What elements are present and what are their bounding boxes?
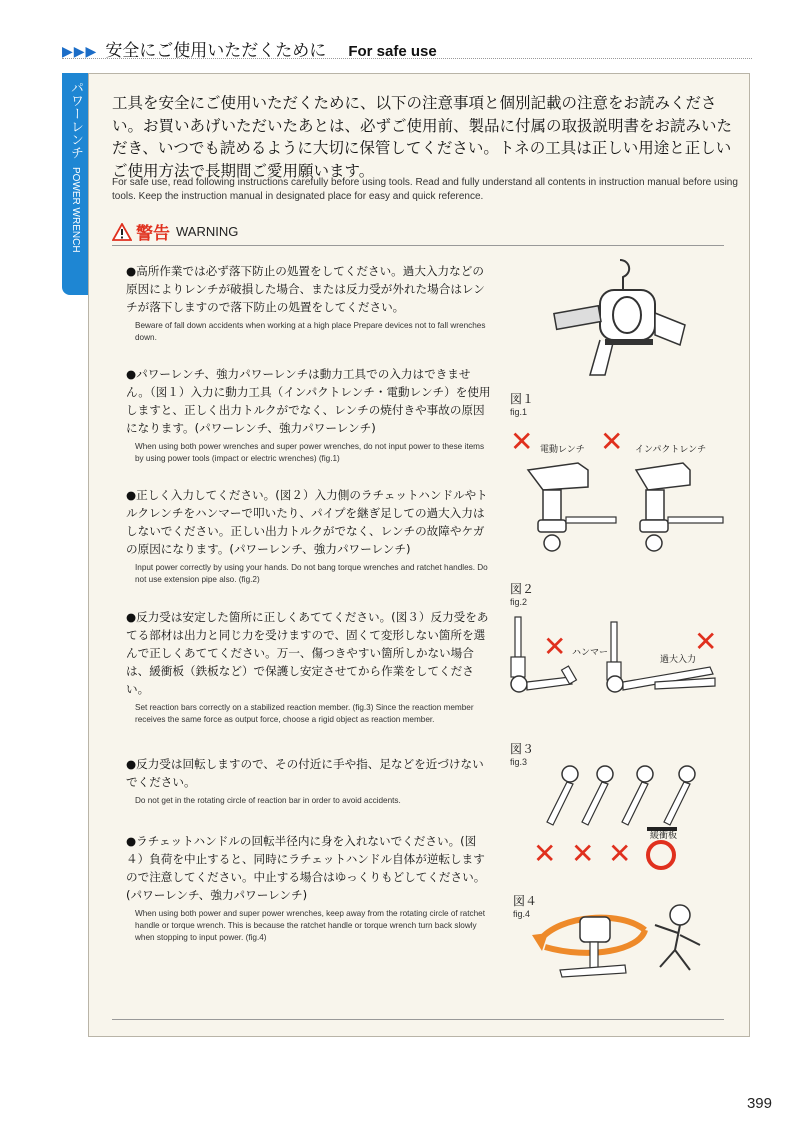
intro-text-jp: 工具を安全にご使用いただくために、以下の注意事項と個別記載の注意をお読みください。お買いあげいただいたあとは、必ずご使用前、製品に付属の取扱説明書をお読みいただき、いつでも読めるように大切に保管してください。トネの工具は正しい用途と正しいご使用方法で長期間ご愛用願います。 — [112, 94, 733, 180]
side-tab-power-wrench[interactable] — [62, 73, 88, 295]
fig3-label-jp: 図３ — [510, 742, 535, 756]
item-text-jp: ●反力受は回転しますので、その付近に手や指、足などを近づけないでください。 — [126, 757, 484, 789]
fig2-hammer-label: ハンマー — [572, 648, 609, 658]
item-text-en: When using both power and super power wrenches, keep away from the rotating circle of ratchet handle or torque wrench. This is because the ratchet handle or torque wrench turn back slowly when stopping to input power. (fig.4) — [135, 909, 485, 942]
item-text-en: When using both power wrenches and super power wrenches, do not input power to these items by using power tools (impact or electric wrenches) (fig.1) — [135, 442, 485, 463]
item-text-jp: ●ラチェットハンドルの回転半径内に身を入れないでください。(図４）負荷を中止すると、同時にラチェットハンドル自体が逆転しますので注意してください。中止する場合はゆっくりもどしてください。(パワーレンチ、強力パワーレンチ) — [126, 834, 486, 902]
item-text-en: Do not get in the rotating circle of reaction bar in order to avoid accidents. — [135, 796, 401, 805]
warning-item-ratchet-radius — [126, 832, 492, 944]
fig1-impact-wrench-label: インパクトレンチ — [635, 445, 707, 455]
fig3-label-en: fig.3 — [510, 757, 528, 767]
fig1-label-en: fig.1 — [510, 407, 528, 417]
fig4-rotation-illustration — [530, 895, 730, 985]
warning-item-reaction-bar — [126, 608, 492, 726]
side-tab-label-en: POWER WRENCH — [70, 167, 81, 253]
warning-divider — [112, 245, 724, 246]
warning-item-input — [126, 486, 492, 586]
warning-item-fall — [126, 262, 492, 344]
prohibited-x-icon: ✕ — [694, 625, 718, 658]
fig1-power-tools-illustration — [518, 455, 733, 555]
intro-text-en: For safe use, read following instructions carefully before using tools. Read and fully understand all contents in instruction manual before using tools. Keep the instruction manual in designated place for easy and quick reference. — [112, 177, 738, 202]
item-text-en: Set reaction bars correctly on a stabilized reaction member. (fig.3) Since the reaction member receives the same force as output force, choose a rigid object as reaction member. — [135, 703, 474, 724]
section-header — [62, 36, 437, 61]
header-title-en: For safe use — [348, 43, 437, 60]
fig1-electric-wrench-label: 電動レンチ — [540, 445, 585, 455]
item-text-jp: ●反力受は安定した箇所に正しくあててください。(図３）反力受をあてる部材は出力と同じ力を受けますので、固くて変形しない箇所を選んで正しくあててください。万一、傷つきやすい箇所しかない場合は、緩衝板（鉄板など）で保護し安定させてから作業をしてください。 — [126, 610, 489, 696]
fig2-overload-label: 過大入力 — [660, 655, 697, 665]
prohibited-x-icon: ✕ — [608, 837, 632, 870]
hanging-wrench-illustration — [545, 255, 705, 385]
warning-heading — [112, 219, 238, 244]
correct-circle-icon — [646, 840, 676, 870]
header-divider — [62, 58, 752, 59]
header-title-jp: 安全にご使用いただくために — [105, 41, 327, 61]
page-number: 399 — [746, 1095, 772, 1112]
item-text-en: Beware of fall down accidents when working at a high place Prepare devices not to fall wrenches down. — [135, 321, 486, 342]
fig2-label-jp: 図２ — [510, 582, 535, 596]
fig4-label-en: fig.4 — [513, 909, 531, 919]
item-text-en: Input power correctly by using your hands. Do not bang torque wrenches and ratchet handles. Do not use extension pipe also. (fig.2) — [135, 563, 488, 584]
warning-item-power-tools — [126, 365, 492, 465]
prohibited-x-icon: ✕ — [600, 425, 624, 458]
header-arrows-icon: ▶▶▶ — [62, 44, 98, 60]
warning-item-rotation — [126, 755, 492, 807]
prohibited-x-icon: ✕ — [510, 425, 534, 458]
prohibited-x-icon: ✕ — [533, 837, 557, 870]
prohibited-x-icon: ✕ — [543, 630, 567, 663]
item-text-jp: ●正しく入力してください。(図２）入力側のラチェットハンドルやトルクレンチをハンマーで叩いたり、パイプを継ぎ足しての過大入力はしないでください。正しい出力トルクがでなく、レンチの故障やケガの原因になります。(パワーレンチ、強力パワーレンチ) — [126, 488, 488, 556]
fig3-buffer-plate-label: 緩衝板 — [650, 831, 678, 841]
fig3-reaction-bar-illustration — [525, 762, 725, 837]
fig4-label-jp: 図４ — [513, 894, 538, 908]
bottom-divider — [112, 1019, 724, 1020]
warning-label-jp: 警告 — [136, 224, 170, 244]
item-text-jp: ●パワーレンチ、強力パワーレンチは動力工具での入力はできません。（図１）入力に動力工具（インパクトレンチ・電動レンチ）を使用しますと、正しく出力トルクがでなく、レンチの焼付きや事故の原因になります。(パワーレンチ、強力パワーレンチ) — [126, 367, 491, 435]
item-text-jp: ●高所作業では必ず落下防止の処置をしてください。過大入力などの原因によりレンチが破損した場合、または反力受が外れた場合はレンチが落下しますので落下防止の処置をしてください。 — [126, 264, 485, 314]
fig2-label-en: fig.2 — [510, 597, 528, 607]
side-tab-label-jp: パワーレンチ — [68, 81, 83, 159]
prohibited-x-icon: ✕ — [571, 837, 595, 870]
warning-label-en: WARNING — [176, 224, 239, 239]
warning-triangle-icon — [112, 223, 132, 241]
fig1-label-jp: 図１ — [510, 392, 535, 406]
